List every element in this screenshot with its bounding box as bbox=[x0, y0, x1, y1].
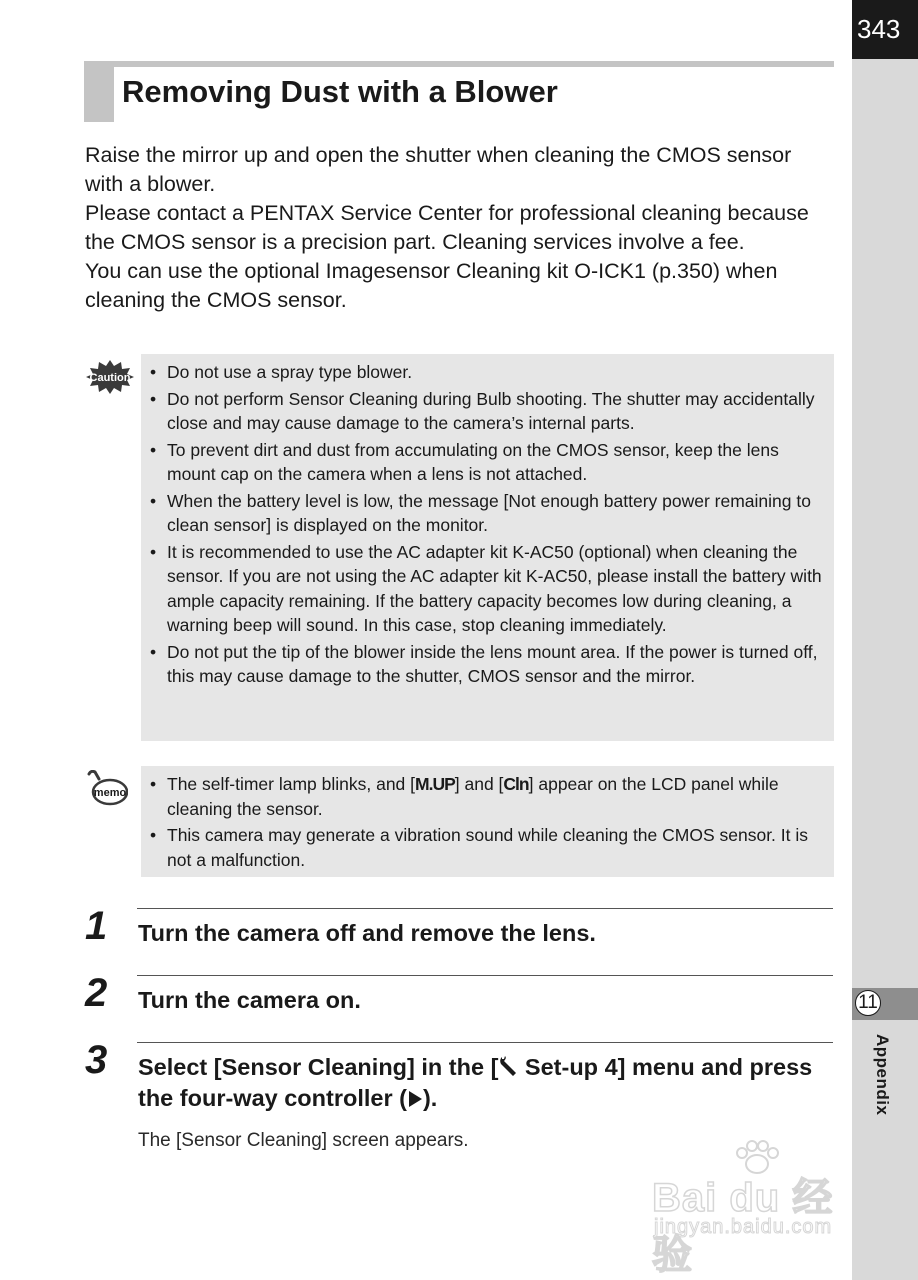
caution-item: • When the battery level is low, the message [Not enough battery power remaining to clean sensor] is displayed on the monitor. bbox=[150, 489, 822, 538]
memo-icon bbox=[86, 770, 128, 806]
step-number: 2 bbox=[85, 971, 108, 1015]
intro-line: Please contact a PENTAX Service Center for professional cleaning because the CMOS sensor is a precision part. Cleaning services involve a fee. bbox=[85, 201, 809, 254]
memo-box bbox=[141, 766, 834, 877]
chapter-number: 11 bbox=[855, 990, 881, 1016]
page-title: Removing Dust with a Blower bbox=[122, 74, 558, 109]
title-marker bbox=[84, 61, 114, 122]
step-divider bbox=[137, 1042, 833, 1043]
caution-list bbox=[150, 360, 822, 689]
watermark-url: jingyan.baidu.com bbox=[654, 1216, 833, 1238]
caution-badge-label: Caution bbox=[89, 372, 131, 384]
page-number: 343 bbox=[852, 0, 918, 59]
memo-text: The self-timer lamp blinks, and [ bbox=[167, 774, 416, 794]
caution-item: • Do not perform Sensor Cleaning during Bulb shooting. The shutter may accidentally close and may cause damage to the camera’s internal parts. bbox=[150, 387, 822, 436]
memo-text: ] appear on the LCD panel while cleaning the sensor. bbox=[167, 774, 779, 819]
intro-text bbox=[85, 141, 835, 315]
title-rule bbox=[84, 61, 834, 67]
cleaning-indicator: Cln bbox=[503, 774, 529, 794]
step-text-part: ). bbox=[422, 1085, 438, 1111]
caution-item: • It is recommended to use the AC adapter kit K-AC50 (optional) when cleaning the sensor. If you are not using the AC adapter kit K-AC50, please install the battery with ample capacity remaining. If the battery capacity becomes low during cleaning, a warning beep will sound. In this case, stop cleaning immediately. bbox=[150, 540, 822, 638]
caution-item: • To prevent dirt and dust from accumulating on the CMOS sensor, keep the lens mount cap on the camera when a lens is not attached. bbox=[150, 438, 822, 487]
step-number: 1 bbox=[85, 904, 108, 948]
watermark-brand: Bai du 经验 bbox=[652, 1176, 834, 1277]
mirror-up-indicator: M.UP bbox=[415, 774, 455, 794]
intro-line: Raise the mirror up and open the shutter when cleaning the CMOS sensor with a blower. bbox=[85, 143, 792, 196]
caution-item: • Do not use a spray type blower. bbox=[150, 360, 822, 385]
caution-item: • Do not put the tip of the blower inside the lens mount area. If the power is turned off, this may cause damage to the shutter, CMOS sensor and the mirror. bbox=[150, 640, 822, 689]
intro-line: You can use the optional Imagesensor Cleaning kit O-ICK1 (p.350) when cleaning the CMOS sensor. bbox=[85, 259, 778, 312]
memo-item: • This camera may generate a vibration sound while cleaning the CMOS sensor. It is not a malfunction. bbox=[150, 823, 822, 872]
watermark bbox=[650, 1140, 870, 1277]
step-text-part: Set-up 4] menu and press the four-way controller ( bbox=[138, 1054, 813, 1111]
right-arrow-icon bbox=[407, 1090, 423, 1108]
chapter-label: Appendix bbox=[873, 1034, 892, 1116]
memo-item bbox=[150, 772, 822, 821]
step-text-part: Select [Sensor Cleaning] in the [ bbox=[138, 1054, 499, 1080]
step-divider bbox=[137, 908, 833, 909]
step-text: Turn the camera on. bbox=[138, 987, 361, 1013]
caution-box bbox=[141, 354, 834, 741]
memo-badge-label: memo bbox=[93, 787, 127, 799]
step-number: 3 bbox=[85, 1038, 108, 1082]
step-divider bbox=[137, 975, 833, 976]
step-result-text: The [Sensor Cleaning] screen appears. bbox=[138, 1130, 469, 1151]
wrench-icon bbox=[498, 1055, 518, 1077]
step-text bbox=[138, 1052, 838, 1114]
caution-icon bbox=[86, 360, 134, 394]
step-text: Turn the camera off and remove the lens. bbox=[138, 920, 596, 946]
memo-text: ] and [ bbox=[454, 774, 504, 794]
memo-list bbox=[150, 772, 822, 872]
